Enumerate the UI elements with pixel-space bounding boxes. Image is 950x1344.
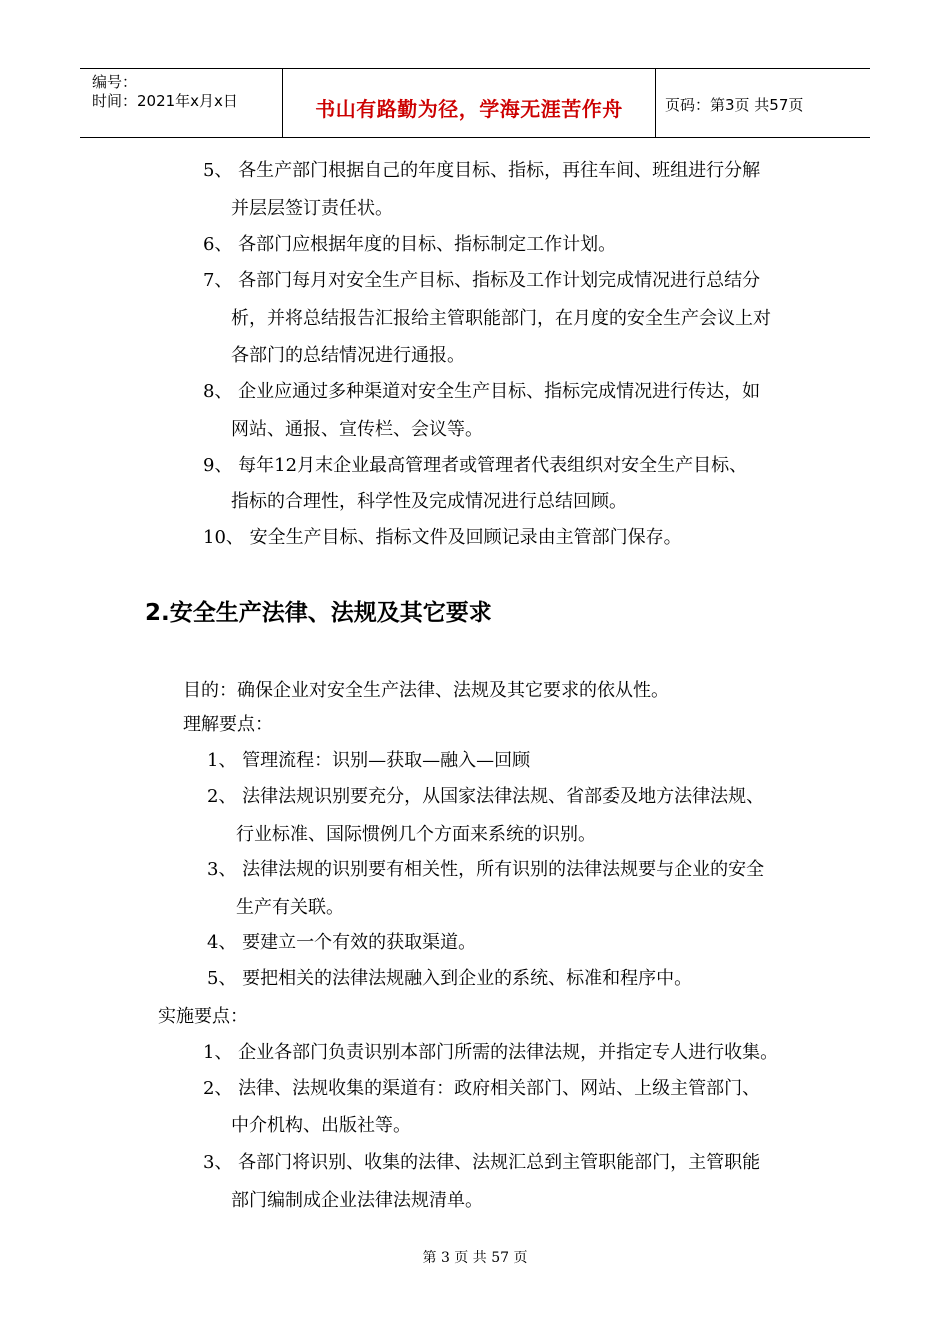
understand-2-line-1: 2、 法律法规识别要充分，从国家法律法规、省部委及地方法律法规、 [207, 786, 765, 807]
impl-1-line-1: 1、 企业各部门负责识别本部门所需的法律法规，并指定专人进行收集。 [203, 1042, 779, 1063]
impl-2-line-2: 中介机构、出版社等。 [231, 1115, 411, 1136]
item-7-line-1: 7、 各部门每月对安全生产目标、指标及工作计划完成情况进行总结分 [203, 270, 761, 291]
header-code-label: 编号： [92, 73, 138, 91]
item-7-line-3: 各部门的总结情况进行通报。 [231, 345, 465, 366]
understand-5-line-1: 5、 要把相关的法律法规融入到企业的系统、标准和程序中。 [207, 968, 693, 989]
understand-3-line-2: 生产有关联。 [236, 897, 344, 918]
header-page-cell [655, 69, 870, 137]
impl-3-line-1: 3、 各部门将识别、收集的法律、法规汇总到主管职能部门，主管职能 [203, 1152, 761, 1173]
item-8-line-2: 网站、通报、宣传栏、会议等。 [231, 419, 483, 440]
understand-4-line-1: 4、 要建立一个有效的获取渠道。 [207, 932, 477, 953]
page-header [80, 68, 870, 138]
item-6-line-1: 6、 各部门应根据年度的目标、指标制定工作计划。 [203, 234, 617, 255]
understand-1-line-1: 1、 管理流程：识别—获取—融入—回顾 [207, 750, 531, 771]
item-7-line-2: 析，并将总结报告汇报给主管职能部门，在月度的安全生产会议上对 [231, 308, 771, 329]
understanding-title: 理解要点： [183, 714, 273, 735]
item-9-line-1: 9、 每年12月末企业最高管理者或管理者代表组织对安全生产目标、 [203, 455, 748, 476]
understand-3-line-1: 3、 法律法规的识别要有相关性，所有识别的法律法规要与企业的安全 [207, 859, 765, 880]
item-5-line-1: 5、 各生产部门根据自己的年度目标、指标，再往车间、班组进行分解 [203, 160, 761, 181]
section-heading: 2.安全生产法律、法规及其它要求 [145, 600, 492, 626]
item-9-line-2: 指标的合理性，科学性及完成情况进行总结回顾。 [231, 491, 627, 512]
implementation-title: 实施要点： [158, 1006, 248, 1027]
item-5-line-2: 并层层签订责任状。 [231, 198, 393, 219]
impl-3-line-2: 部门编制成企业法律法规清单。 [231, 1190, 483, 1211]
item-8-line-1: 8、 企业应通过多种渠道对安全生产目标、指标完成情况进行传达，如 [203, 381, 761, 402]
understand-2-line-2: 行业标准、国际惯例几个方面来系统的识别。 [236, 824, 596, 845]
header-motto-cell [282, 69, 656, 137]
header-date: 时间：2021年x月x日 [92, 92, 238, 110]
header-motto: 书山有路勤为径，学海无涯苦作舟 [315, 97, 623, 121]
purpose-line: 目的：确保企业对安全生产法律、法规及其它要求的依从性。 [183, 680, 669, 701]
page-footer: 第 3 页 共 57 页 [422, 1250, 528, 1266]
item-10-line-1: 10、 安全生产目标、指标文件及回顾记录由主管部门保存。 [203, 527, 682, 548]
impl-2-line-1: 2、 法律、法规收集的渠道有：政府相关部门、网站、上级主管部门、 [203, 1078, 761, 1099]
header-page-info: 页码：第3页 共57页 [665, 96, 804, 114]
header-left-cell [80, 69, 282, 137]
